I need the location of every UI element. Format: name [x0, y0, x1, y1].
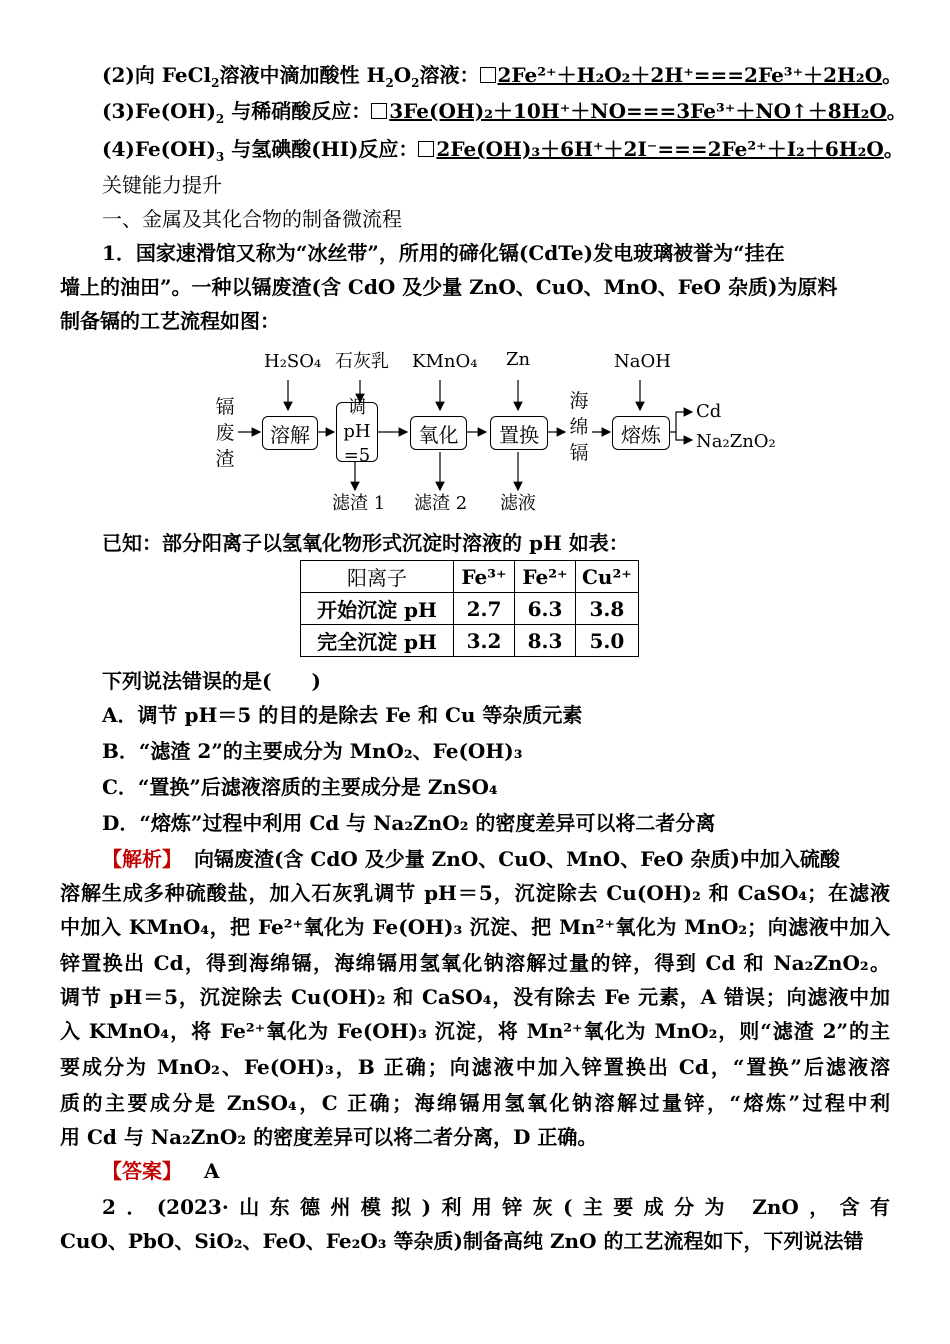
q2-line1: 2．(2023·山东德州模拟)利用锌灰(主要成分为 ZnO，含有 [102, 1195, 890, 1219]
analysis-line-2: 溶解生成多种硫酸盐，加入石灰乳调节 pH＝5，沉淀除去 Cu(OH)₂ 和 CaSO₄；在滤液 [60, 881, 890, 905]
table-cell: 2.7 [454, 593, 515, 625]
answer-label: 【答案】 [102, 1159, 182, 1183]
blank-box-icon [480, 67, 496, 83]
analysis-label: 【解析】 [102, 847, 182, 871]
q1-line2: 墙上的油田”。一种以镉废渣(含 CdO 及少量 ZnO、CuO、MnO、FeO 杂质)为原料 [60, 275, 838, 299]
table-row [301, 593, 639, 625]
table-cell: 6.3 [515, 593, 576, 625]
section-subtitle: 一、金属及其化合物的制备微流程 [102, 207, 402, 231]
output-na2zno2: Na₂ZnO₂ [696, 431, 776, 452]
analysis-line-5: 调节 pH＝5，沉淀除去 Cu(OH)₂ 和 CaSO₄，没有除去 Fe 元素，A 错误；向滤液中加 [60, 985, 890, 1009]
process-flow-diagram [200, 340, 780, 520]
step-oxidize: 氧化 [410, 416, 467, 450]
reaction-3-answer: 3Fe(OH)₂＋10H⁺＋NO===3Fe³⁺＋NO↑＋8H₂O [389, 99, 887, 123]
reaction-3: $(3)Fe(OH)_2$ 与稀硝酸反应： 3Fe(OH)₂＋10H⁺＋NO===3Fe³⁺＋NO↑＋8H₂O。 [102, 99, 907, 126]
output-filtrate: 滤液 [500, 493, 536, 514]
blank-box-icon [418, 141, 434, 157]
analysis-line-3: 中加入 KMnO₄，把 Fe²⁺氧化为 Fe(OH)₃ 沉淀、把 Mn²⁺氧化为 MnO₂；向滤液中加入 [60, 915, 890, 939]
reagent-kmno4: KMnO₄ [412, 351, 478, 372]
q1-line3: 制备镉的工艺流程如图： [60, 309, 280, 333]
blank-box-icon [371, 103, 387, 119]
step-replace: 置换 [490, 416, 548, 450]
option-c: C．“置换”后滤液溶质的主要成分是 ZnSO₄ [102, 775, 498, 799]
reaction-4-answer: 2Fe(OH)₃＋6H⁺＋2I⁻===2Fe²⁺＋I₂＋6H₂O [436, 137, 884, 161]
option-b: B．“滤渣 2”的主要成分为 MnO₂、Fe(OH)₃ [102, 739, 523, 763]
table-cell: 8.3 [515, 625, 576, 657]
analysis-line-6: 入 KMnO₄，将 Fe²⁺氧化为 Fe(OH)₃ 沉淀，将 Mn²⁺氧化为 MnO₂，则“滤渣 2”的主 [60, 1019, 890, 1043]
table-header: 阳离子 [301, 561, 454, 593]
analysis-line-9: 用 Cd 与 Na₂ZnO₂ 的密度差异可以将二者分离，D 正确。 [60, 1125, 598, 1149]
step-smelt: 熔炼 [612, 416, 670, 450]
output-residue1: 滤渣 1 [332, 493, 386, 514]
analysis-line-4: 锌置换出 Cd，得到海绵镉，海绵镉用氢氧化钠溶解过量的锌，得到 Cd 和 Na₂ZnO₂。 [60, 951, 890, 975]
raw-material-label: 镉 废 渣 [215, 396, 235, 470]
question-prompt: 下列说法错误的是( ) [102, 669, 321, 693]
table-cell: 3.2 [454, 625, 515, 657]
ph-table [300, 560, 639, 657]
table-cell: 完全沉淀 pH [301, 625, 454, 657]
step-adjust-ph: 调 pH =5 [336, 402, 378, 462]
output-cd: Cd [696, 401, 722, 422]
answer-line [102, 1154, 932, 1188]
reagent-naoh: NaOH [614, 351, 671, 372]
answer-value: A [204, 1159, 220, 1183]
option-a: A．调节 pH＝5 的目的是除去 Fe 和 Cu 等杂质元素 [102, 703, 583, 727]
reaction-2-answer: 2Fe²⁺＋H₂O₂＋2H⁺===2Fe³⁺＋2H₂O [497, 63, 883, 87]
table-header: Fe³⁺ [454, 561, 515, 593]
table-cell: 5.0 [576, 625, 639, 657]
reagent-h2so4: H₂SO₄ [264, 351, 322, 372]
arrow-na2zno2 [676, 432, 692, 440]
sponge-cadmium-label: 海 绵 镉 [569, 390, 589, 464]
section-title: 关键能力提升 [102, 173, 222, 197]
analysis-line-7: 要成分为 MnO₂、Fe(OH)₃，B 正确；向滤液中加入锌置换出 Cd，“置换”后滤液溶 [60, 1055, 890, 1079]
step-dissolve: 溶解 [262, 416, 318, 450]
reaction-2: (2)向 FeCl$_2$溶液中滴加酸性 $H_2O_2$溶液： 2Fe²⁺＋H₂O₂＋2H⁺===2Fe³⁺＋2H₂O。 [102, 63, 903, 90]
analysis-line-8: 质的主要成分是 ZnSO₄，C 正确；海绵镉用氢氧化钠溶解过量锌，“熔炼”过程中利 [60, 1091, 890, 1115]
known-text: 已知：部分阳离子以氢氧化物形式沉淀时溶液的 pH 如表： [102, 531, 629, 555]
reagent-lime: 石灰乳 [335, 351, 389, 372]
q2-line2: CuO、PbO、SiO₂、FeO、Fe₂O₃ 等杂质)制备高纯 ZnO 的工艺流程如下，下列说法错 [60, 1229, 864, 1253]
table-header-row [301, 561, 639, 593]
table-cell: 开始沉淀 pH [301, 593, 454, 625]
analysis-line-1: 【解析】 向镉废渣(含 CdO 及少量 ZnO、CuO、MnO、FeO 杂质)中加入硫酸 [102, 847, 840, 871]
table-header: Fe²⁺ [515, 561, 576, 593]
table-row [301, 625, 639, 657]
reaction-4: $(4)Fe(OH)_3$ 与氢碘酸(HI)反应： 2Fe(OH)₃＋6H⁺＋2I⁻===2Fe²⁺＋I₂＋6H₂O。 [102, 137, 904, 164]
q1-line1: 1．国家速滑馆又称为“冰丝带”，所用的碲化镉(CdTe)发电玻璃被誉为“挂在 [102, 241, 785, 265]
reagent-zn: Zn [506, 349, 531, 370]
output-residue2: 滤渣 2 [414, 493, 468, 514]
option-d: D．“熔炼”过程中利用 Cd 与 Na₂ZnO₂ 的密度差异可以将二者分离 [102, 811, 716, 835]
arrow-cd [668, 412, 692, 432]
table-cell: 3.8 [576, 593, 639, 625]
table-header: Cu²⁺ [576, 561, 639, 593]
